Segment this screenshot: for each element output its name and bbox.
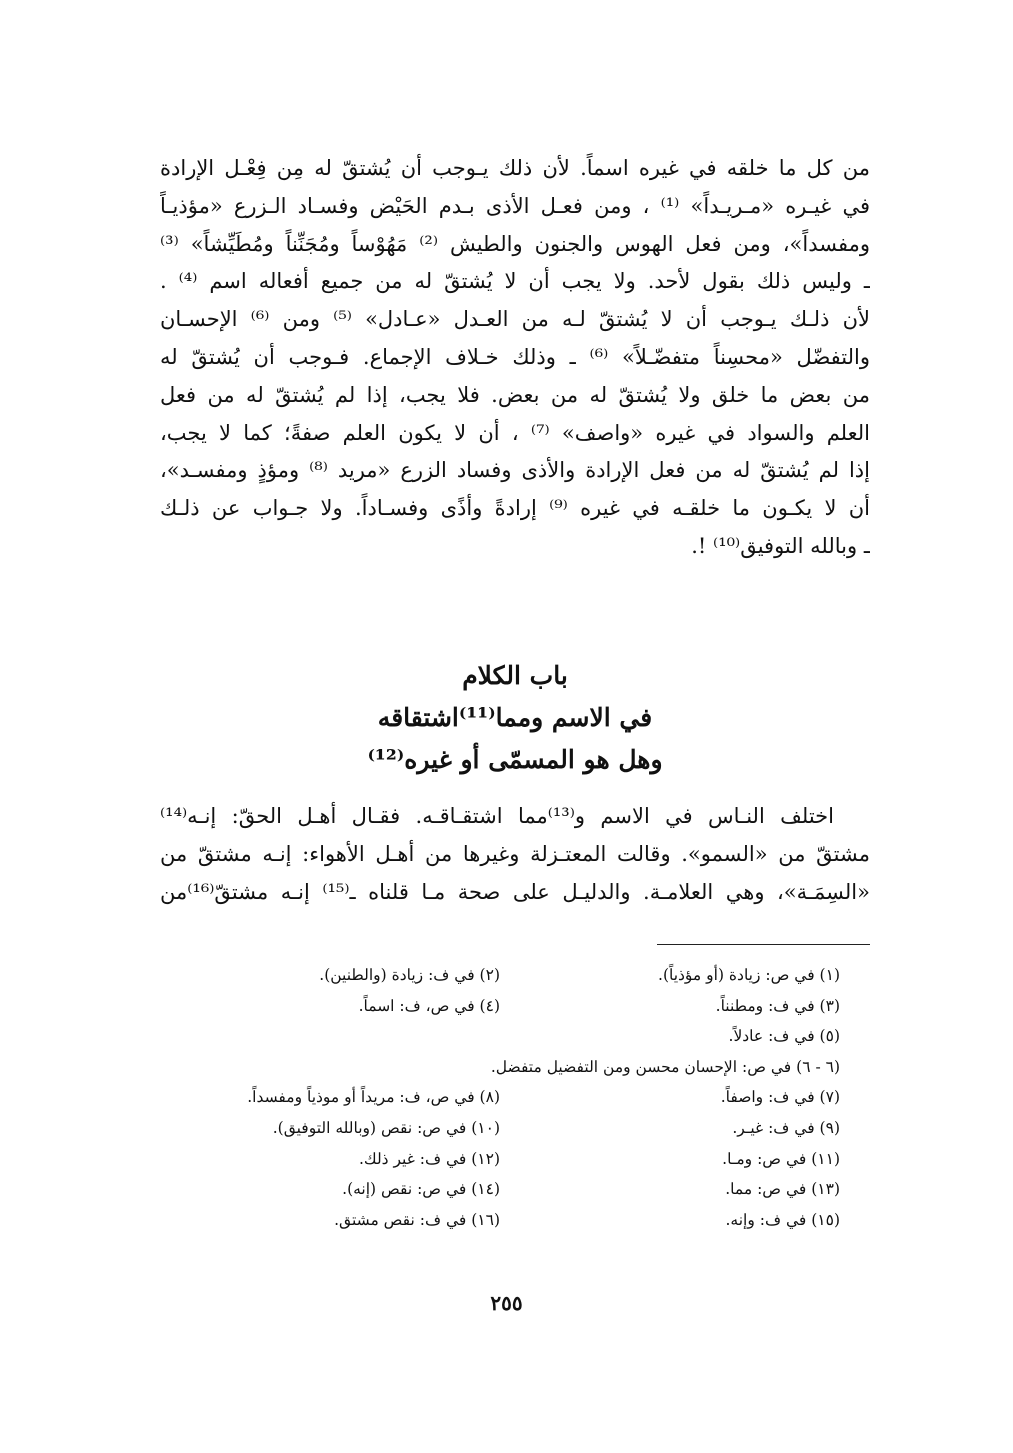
body-line: والتفضّل «محسِناً متفضّـلاً» ⁽⁶⁾ ـ وذلك خـلاف الإجماع. فـوجب أن يُشتقّ له [160,344,870,369]
body-line: إذا لم يُشتقّ له من فعل الإرادة والأذى وفساد الزرع «مريد ⁽⁸⁾ ومؤذٍ ومفسـد»، [160,458,870,483]
footnote: (٩) في ف: غيـر. [732,1118,840,1137]
footnote-divider [657,944,870,945]
body-line: لأن ذلـك يـوجب أن لا يُشتقّ لـه من العـدل «عـادل» ⁽⁵⁾ ومن ⁽⁶⁾ الإحسـان [160,307,870,332]
body-line: العلم والسواد في غيره «واصف» ⁽⁷⁾ ، أن لا يكون العلم صفةً؛ كما لا يجب، [160,420,870,445]
footnote: (١٤) في ص: نقص (إنه). [342,1180,500,1199]
body-line: ومفسداً»، ومن فعل الهوس والجنون والطيش ⁽²⁾ مَهُوْساً ومُجَنِّناً ومُطَيِّشاً» ⁽³⁾ [160,231,870,256]
body-line: أن لا يكـون ما خلقـه في غيره ⁽⁹⁾ إرادةً وأذًى وفسـاداً. ولا جـواب عن ذلـك [160,496,870,521]
section-line: مشتقّ من «السمو». وقالت المعتـزلة وغيرها من أهـل الأهواء: إنـه مشتقّ من [160,841,870,866]
heading-line: وهل هو المسمّى أو غيره⁽¹²⁾ [367,745,663,774]
footnote: (٣) في ف: ومطنناً. [715,996,840,1015]
heading-line: باب الكلام [462,661,568,690]
body-line: ـ وليس ذلك بقول لأحد. ولا يجب أن لا يُشتقّ له من جميع أفعاله اسم ⁽⁴⁾ . [160,269,870,294]
page-number: ٢٥٥ [490,1291,523,1315]
body-line: من كل ما خلقه في غيره اسماً. لأن ذلك يـوجب أن يُشتقّ له مِن فِعْـل الإرادة [160,156,870,180]
footnote [160,1021,500,1052]
section-paragraph [160,798,870,911]
footnote: (١) في ص: زيادة (أو مؤذياً). [658,966,840,984]
section-line: «السِمَـة»، وهي العلامـة. والدليـل على صحة مـا قلناه ـ⁽¹⁵⁾ إنـه مشتقّ⁽¹⁶⁾من [160,879,870,904]
body-paragraph [160,150,870,566]
footnote: (٢) في ف: زيادة (والطنين). [319,966,500,984]
body-line: في غيـره «مـريـداً» ⁽¹⁾ ، ومن فعـل الأذى بـدم الحَيْض وفسـاد الـزرع «مؤذيـاً [160,193,870,218]
footnotes [160,960,840,1235]
footnote: (٥) في ف: عادلاً. [728,1027,840,1046]
body-line: من بعض ما خلق ولا يُشتقّ له من بعض. فلا يجب، إذا لم يُشتقّ له من فعل [160,382,870,407]
footnote: (١٠) في ص: نقص (وبالله التوفيق). [272,1118,500,1137]
footnote: (١٣) في ص: مما. [725,1180,840,1199]
footnote: (١٥) في ف: وإنه. [725,1210,840,1229]
footnote: (٦ - ٦) في ص: الإحسان محسن ومن التفضيل متفضل. [490,1057,840,1076]
footnote: (٨) في ص، ف: مريداً أو موذياً ومفسداً. [247,1088,500,1107]
section-line: اختلف النـاس في الاسم و⁽¹³⁾مما اشتقـاقـه. فقـال أهـل الحقّ: إنـه⁽¹⁴⁾ [160,804,834,828]
footnote: (١٦) في ف: نقص مشتق. [334,1210,500,1229]
footnote: (١١) في ص: ومـا. [722,1149,840,1168]
chapter-heading [160,655,870,781]
footnote: (٧) في ف: واصفاً. [720,1088,840,1107]
footnote: (٤) في ص، ف: اسماً. [358,996,500,1015]
footnote: (١٢) في ف: غير ذلك. [358,1149,500,1168]
body-line: ـ وبالله التوفيق⁽¹⁰⁾ !. [691,533,870,558]
heading-line: في الاسم ومما⁽¹¹⁾اشتقاقه [377,703,653,732]
